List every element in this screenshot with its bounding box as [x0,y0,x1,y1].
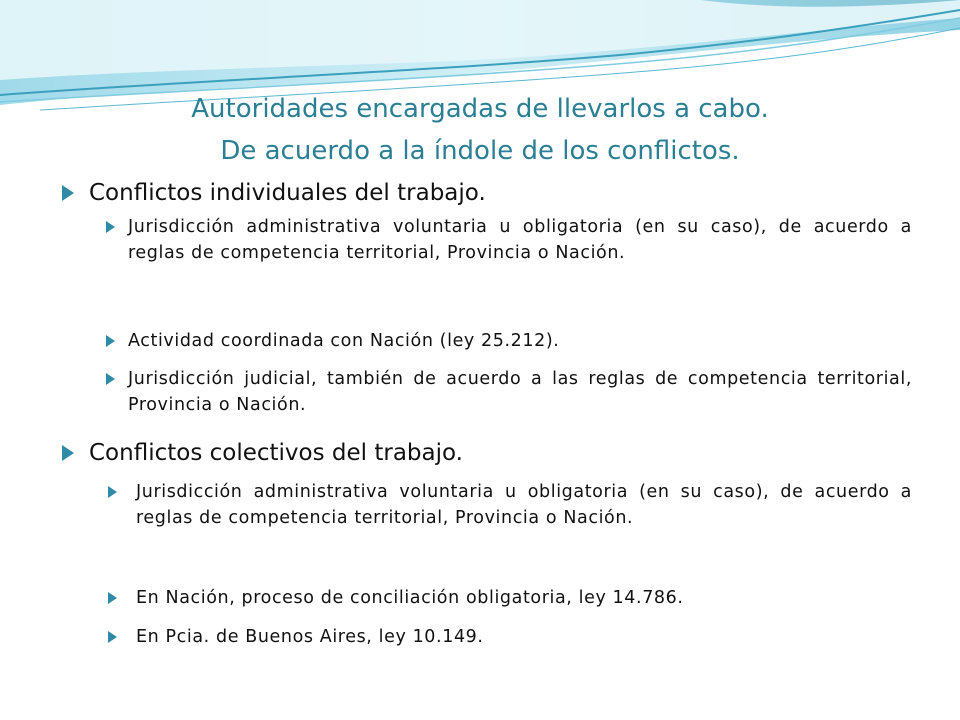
list-item [106,328,912,354]
list-item-text: Actividad coordinada con Nación (ley 25.212). [128,331,560,351]
arrow-bullet-icon [108,631,117,643]
section-heading-text: Conflictos colectivos del trabajo. [89,440,463,466]
list-item-text: Jurisdicción judicial, también de acuerdo a las reglas de competencia territorial, Provincia o Nación. [128,369,912,415]
arrow-bullet-icon [106,335,115,347]
arrow-bullet-icon [106,373,115,385]
list-item-text: En Pcia. de Buenos Aires, ley 10.149. [136,627,484,647]
list-item [106,366,912,420]
list-item-text: Jurisdicción administrativa voluntaria u obligatoria (en su caso), de acuerdo a reglas de competencia territorial, Provincia o Nación. [128,217,912,263]
arrow-bullet-icon [62,445,74,461]
title-line-2: De acuerdo a la índole de los conflictos. [220,136,740,166]
list-item-text: En Nación, proceso de conciliación obligatoria, ley 14.786. [136,588,684,608]
arrow-bullet-icon [108,486,117,498]
list-item [108,479,912,559]
list-item [108,624,912,650]
arrow-bullet-icon [62,185,74,201]
arrow-bullet-icon [106,221,115,233]
arrow-bullet-icon [108,592,117,604]
list-item [106,214,912,294]
list-item [108,585,912,611]
list-item-text: Jurisdicción administrativa voluntaria u obligatoria (en su caso), de acuerdo a reglas de competencia territorial, Provincia o Nación. [136,482,912,528]
title-line-1: Autoridades encargadas de llevarlos a cabo. [191,94,769,124]
section-heading-text: Conflictos individuales del trabajo. [89,180,486,206]
